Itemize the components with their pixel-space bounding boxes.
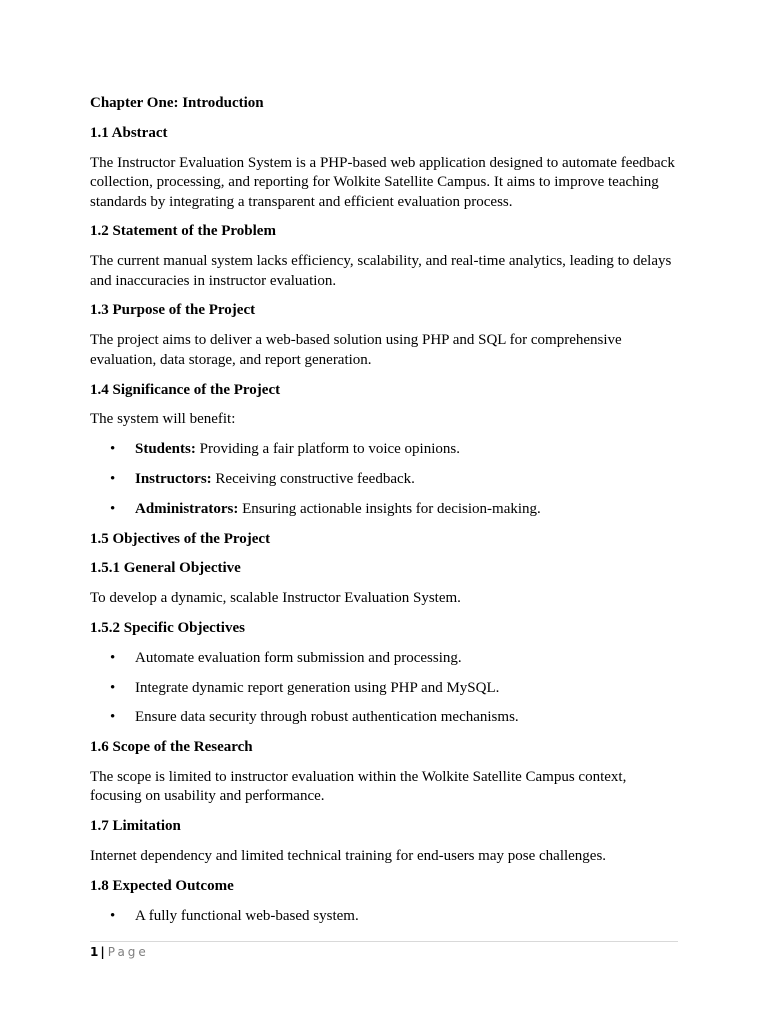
list-item-text: A fully functional web-based system.: [135, 907, 359, 924]
list-item: [90, 649, 680, 669]
specific-objectives-heading: 1.5.2 Specific Objectives: [90, 619, 245, 636]
list-item: [90, 470, 680, 490]
bullet-icon: •: [110, 709, 116, 726]
page-footer: [90, 941, 678, 961]
list-item-label: Students:: [135, 441, 196, 458]
page-label: Page: [107, 945, 149, 959]
list-item-text: Providing a fair platform to voice opinions.: [195, 441, 460, 458]
list-item: [90, 440, 680, 460]
list-item-text: Ensuring actionable insights for decision-making.: [238, 500, 541, 517]
significance-heading: 1.4 Significance of the Project: [90, 381, 281, 398]
specific-objectives-list: [90, 649, 680, 728]
document-body: [90, 94, 680, 936]
bullet-icon: •: [110, 907, 116, 924]
list-item: [90, 907, 680, 927]
outcome-heading: 1.8 Expected Outcome: [90, 877, 234, 894]
list-item-text: Ensure data security through robust authentication mechanisms.: [135, 709, 519, 726]
problem-heading: 1.2 Statement of the Problem: [90, 223, 276, 240]
significance-list: [90, 440, 680, 519]
outcome-list: [90, 907, 680, 927]
problem-text: The current manual system lacks efficiency, scalability, and real-time analytics, leading to delays and inaccuracies in instructor evaluation.: [90, 253, 672, 289]
list-item: [90, 708, 680, 728]
significance-intro: The system will benefit:: [90, 411, 236, 428]
limitation-heading: 1.7 Limitation: [90, 818, 181, 835]
scope-text: The scope is limited to instructor evaluation within the Wolkite Satellite Campus context, focusing on usability and performance.: [90, 768, 627, 805]
objectives-heading: 1.5 Objectives of the Project: [90, 530, 271, 547]
abstract-heading: 1.1 Abstract: [90, 124, 168, 141]
bullet-icon: •: [110, 441, 116, 458]
abstract-text: The Instructor Evaluation System is a PHP-based web application designed to automate feedback collection, processing, and reporting for Wolkite Satellite Campus. It aims to improve teaching standards by integrating a transparent and efficient evaluation process.: [90, 154, 675, 210]
bullet-icon: •: [110, 470, 116, 487]
bullet-icon: •: [110, 679, 116, 696]
list-item: [90, 500, 680, 520]
footer-separator: |: [100, 945, 105, 959]
purpose-text: The project aims to deliver a web-based solution using PHP and SQL for comprehensive evaluation, data storage, and report generation.: [90, 332, 622, 368]
bullet-icon: •: [110, 649, 116, 666]
list-item-text: Integrate dynamic report generation using PHP and MySQL.: [135, 679, 500, 696]
limitation-text: Internet dependency and limited technical training for end-users may pose challenges.: [90, 848, 607, 865]
list-item-label: Instructors:: [135, 470, 212, 487]
bullet-icon: •: [110, 500, 116, 517]
chapter-title: Chapter One: Introduction: [90, 95, 264, 111]
list-item-text: Receiving constructive feedback.: [211, 470, 415, 487]
scope-heading: 1.6 Scope of the Research: [90, 739, 253, 756]
general-objective-text: To develop a dynamic, scalable Instructor Evaluation System.: [90, 590, 461, 607]
list-item: [90, 679, 680, 699]
page-number: 1: [90, 945, 99, 959]
list-item-text: Automate evaluation form submission and processing.: [135, 649, 462, 666]
list-item-label: Administrators:: [135, 500, 239, 517]
general-objective-heading: 1.5.1 General Objective: [90, 560, 241, 577]
purpose-heading: 1.3 Purpose of the Project: [90, 302, 256, 319]
